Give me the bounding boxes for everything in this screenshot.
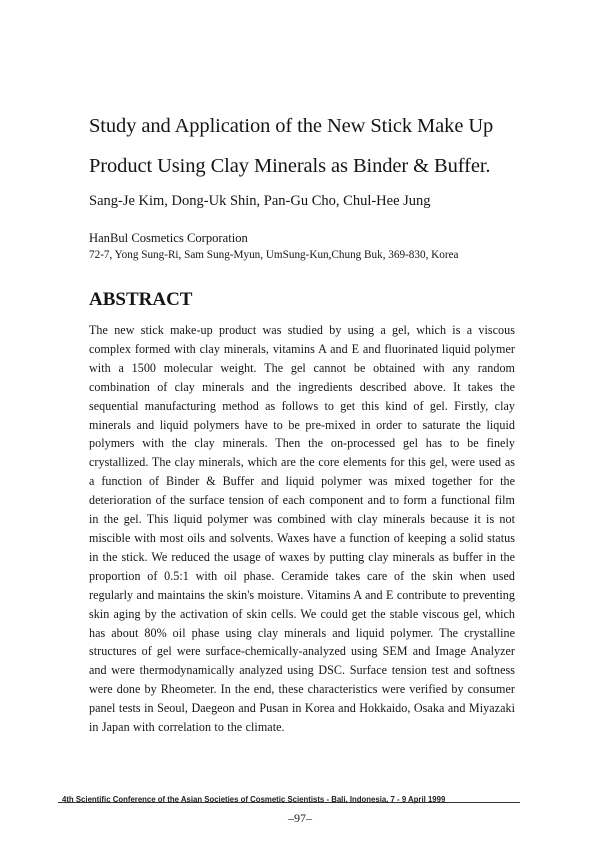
paper-title: Study and Application of the New Stick Make Up Product Using Clay Minerals as Binder & Buffer. bbox=[89, 115, 494, 177]
author-list: Sang-Je Kim, Dong-Uk Shin, Pan-Gu Cho, Chul-Hee Jung bbox=[89, 193, 431, 209]
footer-rule bbox=[58, 802, 520, 803]
abstract-heading: ABSTRACT bbox=[89, 289, 193, 310]
page-number: –97– bbox=[288, 811, 312, 825]
abstract-body: The new stick make-up product was studied by using a gel, which is a viscous complex formed with clay minerals, vitamins A and E and fluorinated liquid polymer with a 1500 molecular weight. The gel cannot be obtained with any random combination of clay minerals and the ingredients described above. It takes the sequential manufacturing method as follows to get this kind of gel. Firstly, clay minerals and liquid polymers have to be pre-mixed in order to saturate the liquid polymers with the clay minerals. Then the on-processed gel has to be finely crystallized. The clay minerals, which are the core elements for this gel, were used as a function of Binder & Buffer and liquid polymer was mixed together for the deterioration of the surface tension of each component and to form a functional film in the gel. This liquid polymer was combined with clay minerals because it is not miscible with most oils and solvents. Waxes have a function of keeping a solid status in the stick. We reduced the usage of waxes by putting clay minerals as buffer in the proportion of 0.5:1 with oil phase. Ceramide takes care of the skin when used regularly and maintains the skin's moisture. Vitamins A and E contribute to preventing skin aging by the activation of skin cells. We could get the stable viscous gel, which has about 80% oil phase using clay minerals and liquid polymer. The crystalline structures of gel were surface-chemically-analyzed using SEM and Image Analyzer and were thermodynamically analyzed using DSC. Surface tension test and softness were done by Rheometer. In the end, these characteristics were verified by consumer panel tests in Seoul, Daegeon and Pusan in Korea and Hokkaido, Osaka and Miyazaki in Japan with correlation to the climate. bbox=[89, 323, 515, 735]
affiliation-address: 72-7, Yong Sung-Ri, Sam Sung-Myun, UmSung-Kun,Chung Buk, 369-830, Korea bbox=[89, 249, 459, 261]
conference-footer: 4th Scientific Conference of the Asian Societies of Cosmetic Scientists - Bali, Indonesia, 7 - 9 April 1999 bbox=[62, 795, 446, 804]
affiliation: HanBul Cosmetics Corporation bbox=[89, 231, 248, 245]
